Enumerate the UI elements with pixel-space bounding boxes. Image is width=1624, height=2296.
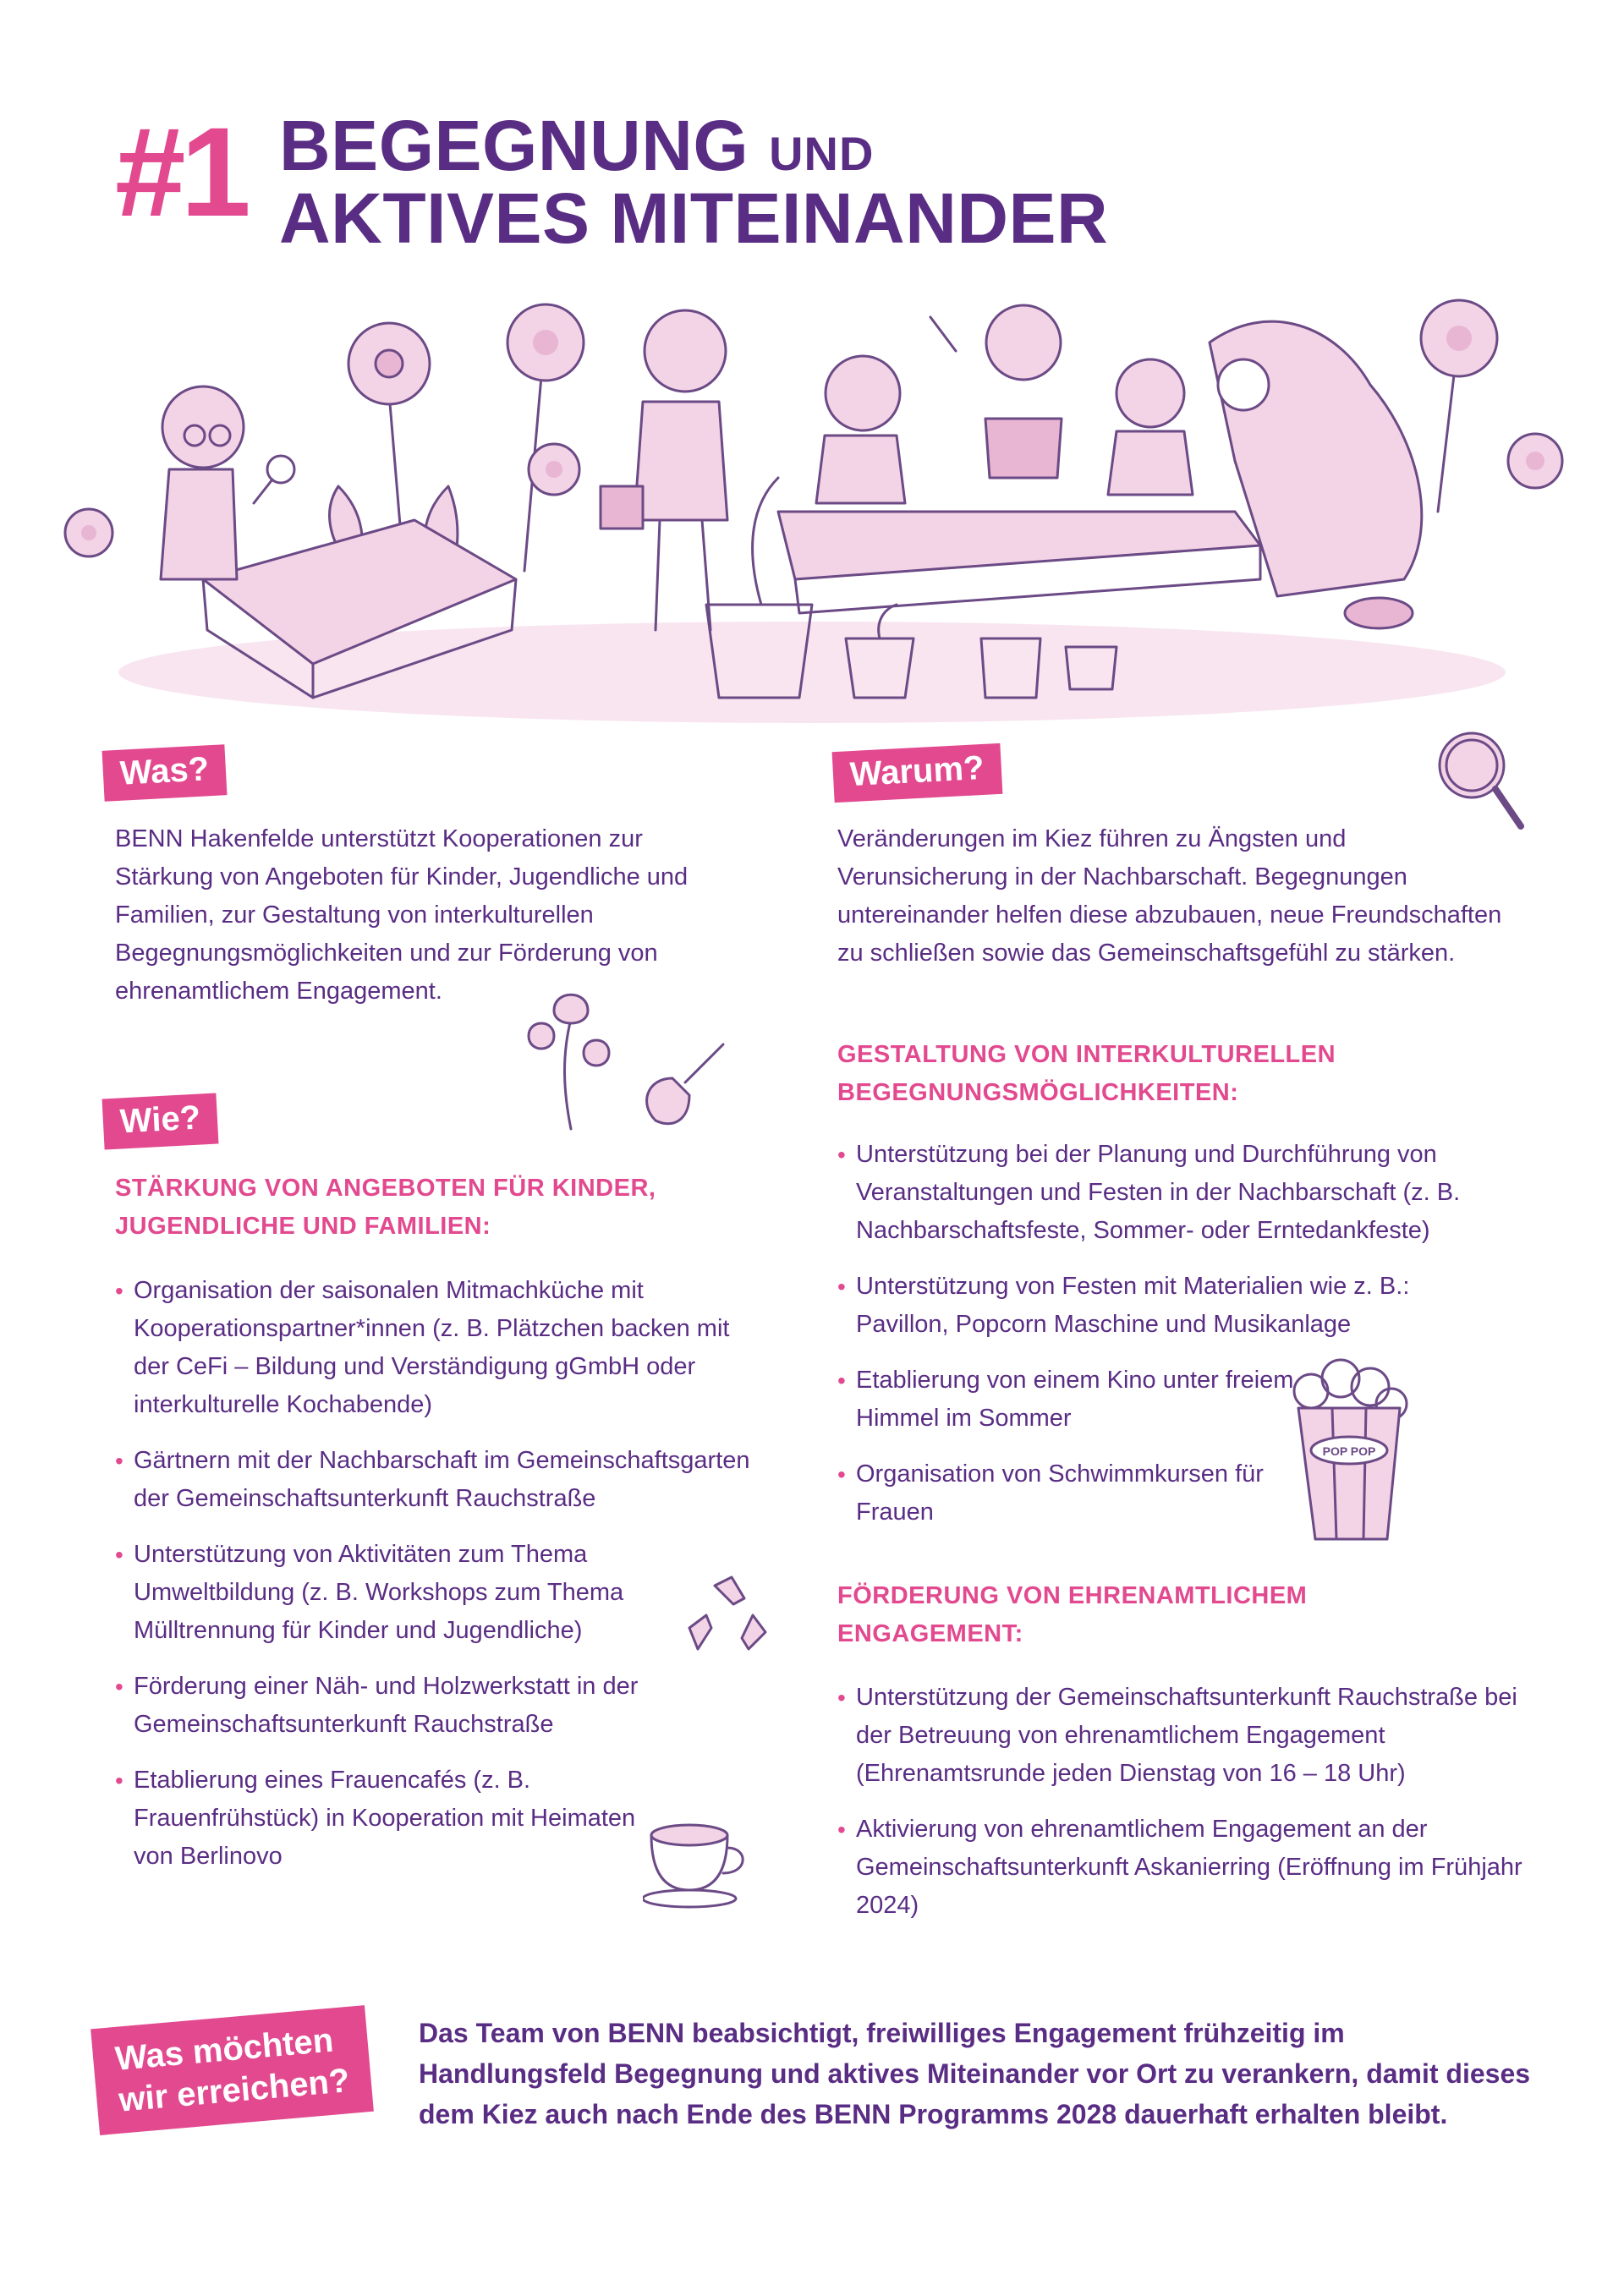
tag-wie: Wie? [102,1093,219,1150]
tag-was: Was? [102,744,228,802]
page-title [279,106,1109,258]
list-item: • Unterstützung von Aktivitäten zum Thema Umweltbildung (z. B. Workshops zum Thema Mülltrennung für Kinder und Jugendliche) [115,1536,667,1650]
goal-tag-line2: wir erreichen? [117,2061,351,2119]
list-item: • Gärtnern mit der Nachbarschaft im Gemeinschaftsgarten der Gemeinschaftsunterkunft Rauchstraße [115,1442,766,1518]
popcorn-icon [1286,1357,1413,1548]
girl-with-watering-can [601,310,727,630]
goal-text: Das Team von BENN beabsichtigt, freiwilliges Engagement frühzeitig im Handlungsfeld Begegnung und aktives Miteinander vor Ort zu verankern, damit dieses dem Kiez auch nach Ende des BENN Programms 2028 dauerhaft erhalten bleibt. [419,2018,1531,2129]
section-number: #1 [115,101,246,243]
list-item: • Etablierung eines Frauencafés (z. B. Frauenfrühstück) in Kooperation mit Heimaten von Berlinovo [115,1762,641,1876]
section1-list [115,1272,766,1893]
recycle-icon [681,1569,774,1662]
title-line2: AKTIVES MITEINANDER [279,178,1109,258]
list-item: • Aktivierung von ehrenamtlichem Engagement an der Gemeinschaftsunterkunft Askanierring (Eröffnung im Frühjahr 2024) [837,1811,1522,1925]
list-item: • Unterstützung der Gemeinschaftsunterkunft Rauchstraße bei der Betreuung von ehrenamtlichem Engagement (Ehrenamtsrunde jeden Dienstag von 16 – 18 Uhr) [837,1679,1522,1793]
list-item: • Organisation von Schwimmkursen für Frauen [837,1455,1296,1532]
section2-list [837,1136,1522,1549]
title-line1: BEGEGNUNG [279,106,749,185]
list-item: • Etablierung von einem Kino unter freiem Himmel im Sommer [837,1362,1296,1438]
tag-warum: Warum? [832,743,1002,803]
flower-trowel-icon [520,985,732,1133]
section1-heading: STÄRKUNG VON ANGEBOTEN FÜR KINDER, JUGENDLICHE UND FAMILIEN: [115,1175,656,1240]
goal-tag-line1: Was möchten [113,2021,335,2078]
list-item: • Organisation der saisonalen Mitmachküche mit Kooperationspartner*innen (z. B. Plätzchen backen mit der CeFi – Bildung und Verständigung gGmbH oder interkulturelle Kochabende) [115,1272,766,1424]
was-text: BENN Hakenfelde unterstützt Kooperationen zur Stärkung von Angeboten für Kinder, Jugendliche und Familien, zur Gestaltung von interkulturellen Begegnungsmöglichkeiten und zur Förderung von ehrenamtlichem Engagement. [115,825,689,1005]
section3-list [837,1679,1522,1943]
coffee-cup-icon [643,1818,753,1911]
title-line1-small: UND [769,127,875,180]
list-item: • Unterstützung bei der Planung und Durchführung von Veranstaltungen und Festen in der Nachbarschaft (z. B. Nachbarschaftsfeste, Sommer- oder Erntedankfeste) [837,1136,1522,1250]
list-item: • Förderung einer Näh- und Holzwerkstatt in der Gemeinschaftsunterkunft Rauchstraße [115,1668,766,1744]
tag-goal [91,2005,374,2134]
popcorn-label: POP POP [1322,1444,1376,1458]
boy-with-watering-can [930,305,1062,478]
section2-heading: GESTALTUNG VON INTERKULTURELLEN BEGEGNUNGSMÖGLICHKEITEN: [837,1041,1336,1106]
woman-in-headscarf [1210,321,1422,628]
girl-right [1108,359,1193,495]
raised-bed-center [778,512,1260,613]
warum-text: Veränderungen im Kiez führen zu Ängsten und Verunsicherung in der Nachbarschaft. Begegnungen untereinander helfen diese abzubauen, neue Freundschaften zu schließen sowie das Gemeinschaftsgefühl zu stärken. [837,825,1502,967]
section3-heading: FÖRDERUNG VON EHRENAMTLICHEM ENGAGEMENT: [837,1582,1308,1647]
girl-center [816,356,905,503]
list-item: • Unterstützung von Festen mit Materialien wie z. B.: Pavillon, Popcorn Maschine und Musikanlage [837,1268,1440,1344]
garden-illustration [51,292,1573,732]
child-with-magnifier [161,386,294,579]
